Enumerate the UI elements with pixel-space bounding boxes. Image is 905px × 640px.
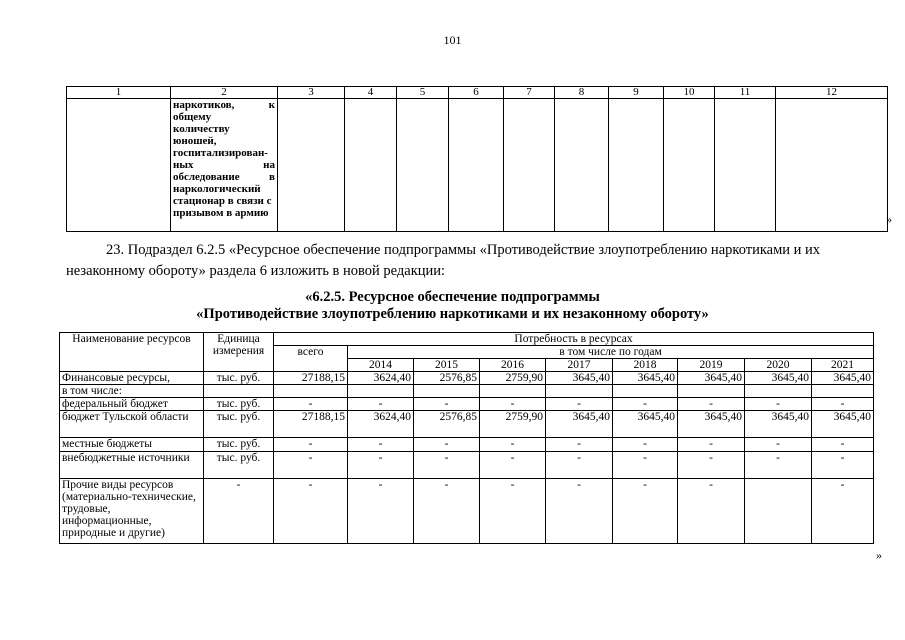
year-value-cell: - bbox=[414, 479, 480, 544]
total-cell: - bbox=[274, 452, 348, 479]
continuation-row bbox=[67, 99, 888, 232]
year-header: 2019 bbox=[678, 359, 745, 372]
resource-name-cell: бюджет Тульской области bbox=[60, 411, 204, 438]
year-value-cell: 3645,40 bbox=[546, 411, 613, 438]
year-value-cell: 2759,90 bbox=[480, 372, 546, 385]
year-value-cell: - bbox=[480, 438, 546, 452]
year-value-cell: - bbox=[348, 452, 414, 479]
header-row-1 bbox=[60, 333, 874, 346]
year-value-cell: - bbox=[678, 438, 745, 452]
table-row bbox=[60, 385, 874, 398]
page-number: 101 bbox=[443, 33, 462, 47]
year-value-cell: - bbox=[812, 479, 874, 544]
unit-cell bbox=[204, 385, 274, 398]
year-value-cell: - bbox=[745, 452, 812, 479]
indicator-text-line: общему bbox=[173, 111, 212, 123]
year-header: 2021 bbox=[812, 359, 874, 372]
column-number: 7 bbox=[504, 87, 555, 99]
year-value-cell: - bbox=[480, 479, 546, 544]
column-number: 6 bbox=[449, 87, 504, 99]
year-header: 2015 bbox=[414, 359, 480, 372]
year-value-cell: - bbox=[745, 398, 812, 411]
indicator-text-line: юношей, bbox=[173, 135, 217, 147]
unit-cell: тыс. руб. bbox=[204, 411, 274, 438]
column-number: 8 bbox=[555, 87, 609, 99]
year-value-cell: - bbox=[480, 398, 546, 411]
year-value-cell: - bbox=[613, 479, 678, 544]
year-header: 2014 bbox=[348, 359, 414, 372]
table-row bbox=[60, 398, 874, 411]
table-row bbox=[60, 438, 874, 452]
column-number: 9 bbox=[609, 87, 664, 99]
table-row bbox=[60, 372, 874, 385]
column-number: 1 bbox=[67, 87, 171, 99]
year-value-cell: 3645,40 bbox=[812, 411, 874, 438]
indicator-text-line: госпитализирован- bbox=[173, 147, 268, 159]
year-value-cell: 3645,40 bbox=[812, 372, 874, 385]
indicator-text-line: количеству bbox=[173, 123, 230, 135]
table-row bbox=[60, 452, 874, 479]
year-value-cell: - bbox=[678, 452, 745, 479]
section-title-line-2: «Противодействие злоупотреблению наркотиками и их незаконному обороту» bbox=[196, 306, 709, 322]
amendment-paragraph-text: 23. Подраздел 6.2.5 «Ресурсное обеспечение подпрограммы «Противодействие злоупотреблению наркотиками и их незаконному обороту» раздела 6 изложить в новой редакции: bbox=[66, 242, 821, 279]
year-value-cell: 2576,85 bbox=[414, 411, 480, 438]
year-header: 2018 bbox=[613, 359, 678, 372]
year-value-cell: 3624,40 bbox=[348, 372, 414, 385]
total-cell: 27188,15 bbox=[274, 372, 348, 385]
unit-header: Единица измерения bbox=[204, 333, 274, 372]
year-value-cell: 3645,40 bbox=[745, 372, 812, 385]
table-row bbox=[60, 479, 874, 544]
unit-cell: тыс. руб. bbox=[204, 398, 274, 411]
column-number: 5 bbox=[397, 87, 449, 99]
year-value-cell: - bbox=[546, 398, 613, 411]
by-years-header: в том числе по годам bbox=[348, 346, 874, 359]
year-value-cell: 3645,40 bbox=[613, 411, 678, 438]
column-number-row bbox=[67, 87, 888, 99]
indicator-text-line: наркотиков, к bbox=[173, 99, 275, 111]
resource-name-cell: Финансовые ресурсы, bbox=[60, 372, 204, 385]
year-value-cell: - bbox=[745, 438, 812, 452]
year-value-cell bbox=[348, 385, 414, 398]
continuation-table bbox=[66, 86, 888, 232]
unit-cell: тыс. руб. bbox=[204, 372, 274, 385]
table-row bbox=[60, 411, 874, 438]
closing-quote: » bbox=[886, 212, 892, 226]
total-cell bbox=[274, 385, 348, 398]
resource-name-cell: в том числе: bbox=[60, 385, 204, 398]
resource-name-cell: федеральный бюджет bbox=[60, 398, 204, 411]
closing-quote: » bbox=[876, 548, 882, 562]
resource-table bbox=[59, 332, 874, 544]
unit-cell: тыс. руб. bbox=[204, 452, 274, 479]
total-cell: - bbox=[274, 438, 348, 452]
section-title-line-1: «6.2.5. Ресурсное обеспечение подпрограммы bbox=[305, 289, 600, 305]
year-value-cell: - bbox=[414, 438, 480, 452]
year-value-cell: - bbox=[546, 479, 613, 544]
year-value-cell: - bbox=[546, 452, 613, 479]
indicator-text-line: призывом в армию bbox=[173, 207, 269, 219]
year-value-cell bbox=[745, 479, 812, 544]
resource-name-cell: Прочие виды ресурсов (материально-технические, трудовые, информационные, природные и другие) bbox=[60, 479, 204, 544]
column-number: 11 bbox=[715, 87, 776, 99]
column-number: 4 bbox=[345, 87, 397, 99]
year-value-cell: 3645,40 bbox=[546, 372, 613, 385]
unit-cell: - bbox=[204, 479, 274, 544]
year-value-cell: - bbox=[480, 452, 546, 479]
total-header: всего bbox=[274, 346, 348, 372]
year-value-cell: - bbox=[613, 438, 678, 452]
year-value-cell: - bbox=[414, 398, 480, 411]
year-value-cell: 2759,90 bbox=[480, 411, 546, 438]
year-value-cell: - bbox=[678, 479, 745, 544]
year-value-cell: 3645,40 bbox=[678, 372, 745, 385]
year-value-cell: - bbox=[812, 438, 874, 452]
column-number: 3 bbox=[278, 87, 345, 99]
total-cell: - bbox=[274, 479, 348, 544]
year-value-cell: 3645,40 bbox=[745, 411, 812, 438]
indicator-text-line: наркологический bbox=[173, 183, 261, 195]
year-value-cell bbox=[812, 385, 874, 398]
year-value-cell bbox=[613, 385, 678, 398]
year-value-cell bbox=[745, 385, 812, 398]
year-header: 2017 bbox=[546, 359, 613, 372]
year-header: 2016 bbox=[480, 359, 546, 372]
indicator-text-line: обследование в bbox=[173, 171, 275, 183]
indicator-text-line: стационар в связи с bbox=[173, 195, 272, 207]
resource-name-header: Наименование ресурсов bbox=[60, 333, 204, 372]
year-value-cell: - bbox=[613, 452, 678, 479]
year-value-cell: - bbox=[348, 438, 414, 452]
year-value-cell: - bbox=[613, 398, 678, 411]
year-value-cell: 3645,40 bbox=[678, 411, 745, 438]
need-header: Потребность в ресурсах bbox=[274, 333, 874, 346]
year-value-cell: - bbox=[546, 438, 613, 452]
year-value-cell bbox=[480, 385, 546, 398]
indicator-text-cell bbox=[171, 99, 278, 232]
year-header: 2020 bbox=[745, 359, 812, 372]
year-value-cell: - bbox=[348, 398, 414, 411]
year-value-cell: 2576,85 bbox=[414, 372, 480, 385]
year-value-cell: 3645,40 bbox=[613, 372, 678, 385]
column-number: 12 bbox=[776, 87, 888, 99]
column-number: 2 bbox=[171, 87, 278, 99]
total-cell: 27188,15 bbox=[274, 411, 348, 438]
year-value-cell bbox=[414, 385, 480, 398]
resource-table-body bbox=[60, 372, 874, 544]
column-number: 10 bbox=[664, 87, 715, 99]
year-value-cell bbox=[678, 385, 745, 398]
year-value-cell: - bbox=[414, 452, 480, 479]
total-cell: - bbox=[274, 398, 348, 411]
amendment-paragraph bbox=[66, 240, 888, 282]
resource-name-cell: местные бюджеты bbox=[60, 438, 204, 452]
indicator-text-line: ных на bbox=[173, 159, 275, 171]
year-value-cell bbox=[546, 385, 613, 398]
year-value-cell: - bbox=[812, 398, 874, 411]
year-value-cell: - bbox=[678, 398, 745, 411]
year-value-cell: 3624,40 bbox=[348, 411, 414, 438]
year-value-cell: - bbox=[812, 452, 874, 479]
year-value-cell: - bbox=[348, 479, 414, 544]
resource-name-cell: внебюджетные источники bbox=[60, 452, 204, 479]
unit-cell: тыс. руб. bbox=[204, 438, 274, 452]
